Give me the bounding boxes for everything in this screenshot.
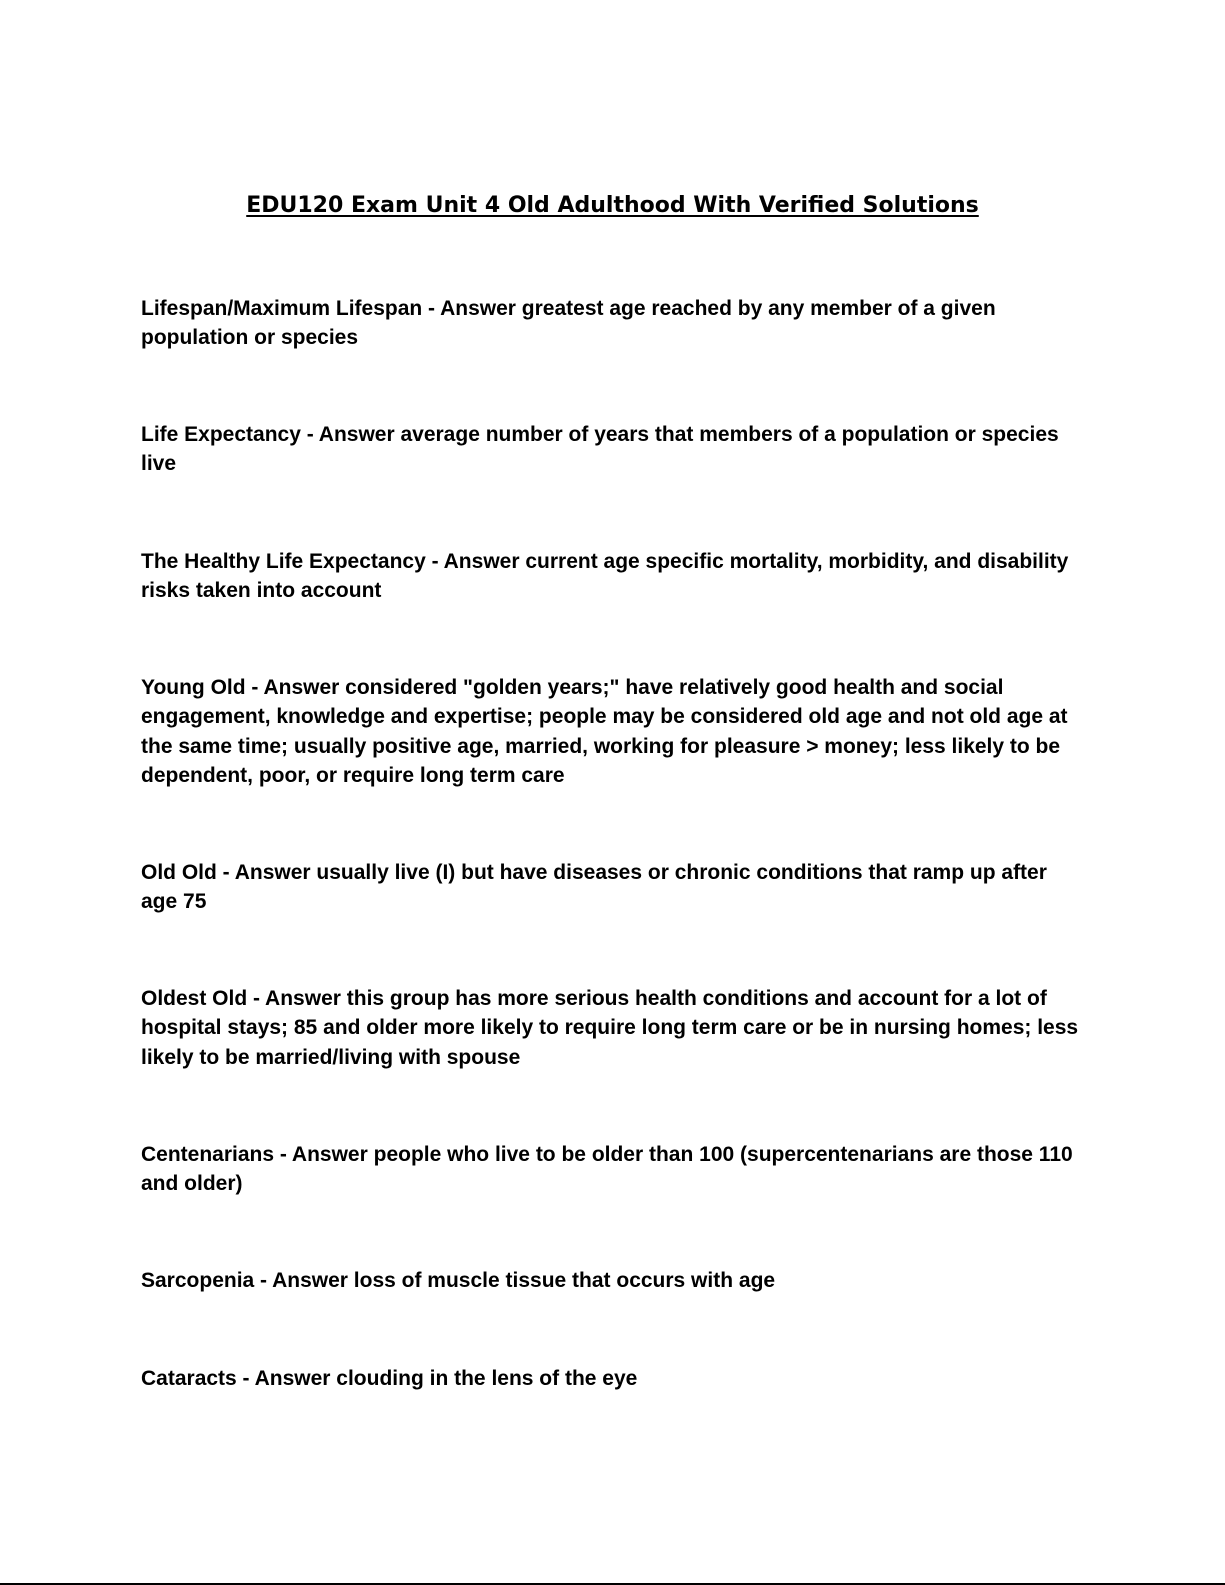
entry-healthy-life-expectancy: The Healthy Life Expectancy - Answer current age specific mortality, morbidity, and disability risks taken into account bbox=[141, 550, 1069, 603]
entry-oldest-old: Oldest Old - Answer this group has more serious health conditions and account for a lot of hospital stays; 85 and older more likely to require long term care or be in nursing homes; less likely to be married/living with spouse bbox=[141, 987, 1079, 1069]
entry-sarcopenia: Sarcopenia - Answer loss of muscle tissue that occurs with age bbox=[141, 1269, 776, 1292]
entry-life-expectancy: Life Expectancy - Answer average number of years that members of a population or species live bbox=[141, 423, 1059, 476]
entry-old-old: Old Old - Answer usually live (I) but have diseases or chronic conditions that ramp up after age 75 bbox=[141, 861, 1047, 914]
entry-young-old: Young Old - Answer considered "golden years;" have relatively good health and social engagement, knowledge and expertise; people may be considered old age and not old age at the same time; usually positive age, married, working for pleasure > money; less likely to be dependent, poor, or require long term care bbox=[141, 676, 1068, 787]
document-title: EDU120 Exam Unit 4 Old Adulthood With Verified Solutions bbox=[246, 193, 979, 218]
entry-centenarians: Centenarians - Answer people who live to be older than 100 (supercentenarians are those 110 and older) bbox=[141, 1143, 1073, 1196]
entry-lifespan: Lifespan/Maximum Lifespan - Answer greatest age reached by any member of a given population or species bbox=[141, 297, 996, 350]
entry-cataracts: Cataracts - Answer clouding in the lens of the eye bbox=[141, 1367, 638, 1390]
